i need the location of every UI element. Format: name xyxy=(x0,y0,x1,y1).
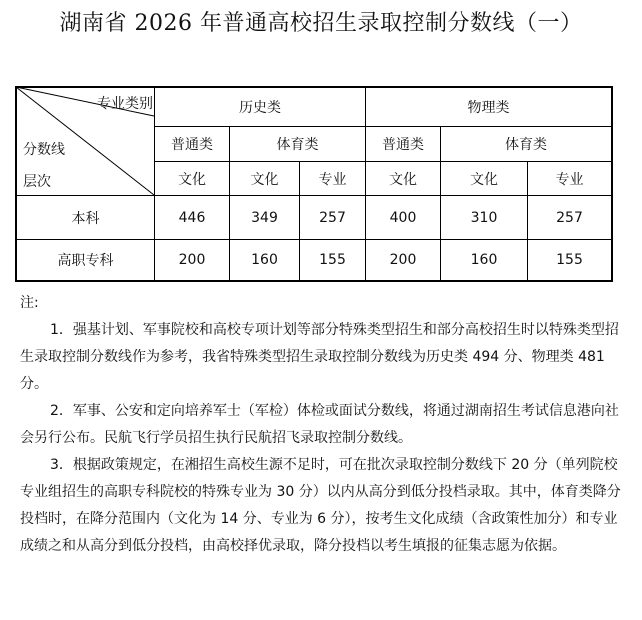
column-header: 专业 xyxy=(318,171,347,188)
subgroup-header: 普通类 xyxy=(382,137,424,153)
subgroup-header: 普通类 xyxy=(171,137,213,153)
table-cell: 155 xyxy=(319,252,346,268)
corner-label-level: 层次 xyxy=(23,174,51,190)
notes-section xyxy=(20,290,626,560)
table-cell: 310 xyxy=(470,209,498,226)
table-cell: 155 xyxy=(556,252,583,268)
score-table xyxy=(15,86,613,282)
table-cell: 200 xyxy=(178,252,206,268)
column-header: 专业 xyxy=(555,171,584,188)
table-cell: 257 xyxy=(556,209,583,226)
table-cell: 257 xyxy=(319,209,346,226)
page-title: 湖南省 2026 年普通高校招生录取控制分数线（一） xyxy=(59,11,583,36)
corner-label-score: 分数线 xyxy=(23,142,65,158)
note-item: 3．根据政策规定，在湘招生高校生源不足时，可在批次录取控制分数线下 20 分（单列院校专业组招生的高职专科院校的特殊专业为 30 分）以内从高分到低分投档录取。其中，体育类降分投档时，在降分范围内（文化为 14 分、专业为 6 分），按考生文化成绩（含政策性加分）和专业成绩之和从高分到低分投档，由高校择优录取，降分投档以考生填报的征集志愿为依据。 xyxy=(20,457,621,554)
corner-label-category: 专业类别 xyxy=(97,96,153,112)
notes-heading: 注: xyxy=(20,295,39,311)
table-cell: 160 xyxy=(251,252,278,268)
column-header: 文化 xyxy=(178,171,206,188)
table-cell: 160 xyxy=(470,252,498,268)
column-header: 文化 xyxy=(250,171,279,188)
table-cell: 400 xyxy=(389,209,417,226)
row-label-undergraduate: 本科 xyxy=(71,210,100,227)
group-header-history: 历史类 xyxy=(239,100,281,116)
group-header-physics: 物理类 xyxy=(467,100,510,116)
note-item: 2．军事、公安和定向培养军士（军检）体检或面试分数线，将通过湖南招生考试信息港向社会另行公布。民航飞行学员招生执行民航招飞录取控制分数线。 xyxy=(20,403,619,446)
subgroup-header: 体育类 xyxy=(505,137,547,153)
table-cell: 446 xyxy=(178,209,206,226)
row-label-vocational: 高职专科 xyxy=(57,253,114,269)
subgroup-header: 体育类 xyxy=(276,137,319,153)
note-item: 1．强基计划、军事院校和高校专项计划等部分特殊类型招生和部分高校招生时以特殊类型招生录取控制分数线作为参考，我省特殊类型招生录取控制分数线为历史类 494 分、物理类 481 分。 xyxy=(20,322,619,392)
column-header: 文化 xyxy=(389,171,417,188)
table-cell: 349 xyxy=(251,209,278,226)
table-cell: 200 xyxy=(389,252,417,268)
column-header: 文化 xyxy=(470,171,498,188)
